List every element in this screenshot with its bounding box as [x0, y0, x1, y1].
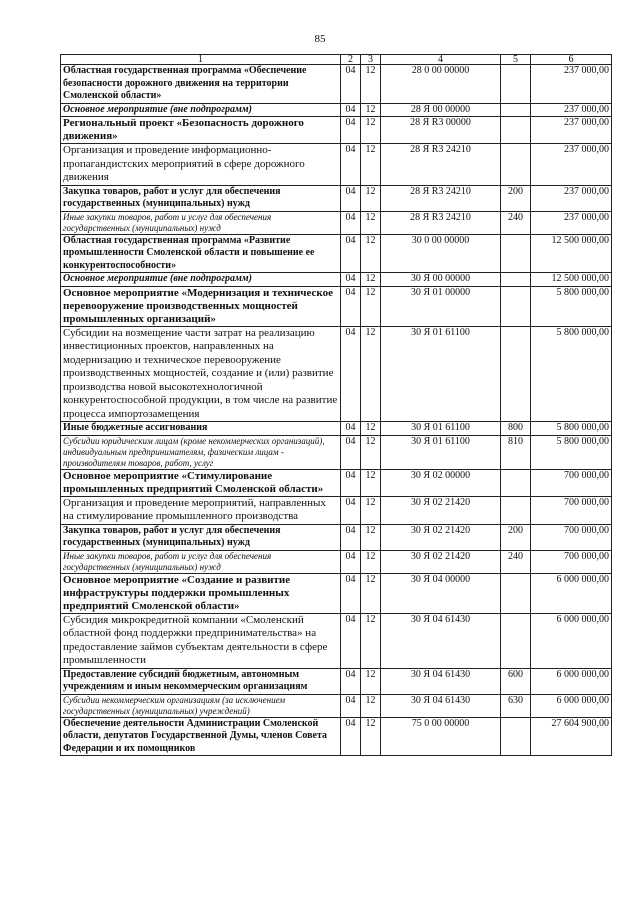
row-subsection: 12 [361, 524, 381, 550]
row-target-code: 30 Я 01 00000 [381, 286, 501, 326]
row-subsection: 12 [361, 103, 381, 117]
table-row [61, 185, 612, 211]
row-section: 04 [341, 65, 361, 104]
row-expense-type [501, 496, 531, 524]
row-expense-type: 240 [501, 550, 531, 573]
row-subsection: 12 [361, 273, 381, 287]
table-row [61, 435, 612, 469]
row-name: Организация и проведение мероприятий, направленных на стимулирование промышленного производства [61, 496, 341, 524]
row-name: Областная государственная программа «Развитие промышленности Смоленской области и повышение ее конкурентоспособности» [61, 234, 341, 273]
budget-table [60, 54, 612, 756]
row-expense-type [501, 717, 531, 756]
row-target-code: 28 Я R3 00000 [381, 117, 501, 144]
row-name: Субсидии юридическим лицам (кроме некоммерческих организаций), индивидуальным предпринимателям, физическим лицам - производителям товаров, работ, услуг [61, 435, 341, 469]
row-amount: 237 000,00 [531, 103, 612, 117]
row-amount: 27 604 900,00 [531, 717, 612, 756]
row-amount: 6 000 000,00 [531, 694, 612, 717]
row-name: Иные закупки товаров, работ и услуг для обеспечения государственных (муниципальных) нужд [61, 211, 341, 234]
row-section: 04 [341, 422, 361, 436]
header-col-2: 2 [341, 55, 361, 65]
row-name: Субсидии некоммерческим организациям (за исключением государственных (муниципальных) учреждений) [61, 694, 341, 717]
row-subsection: 12 [361, 234, 381, 273]
row-subsection: 12 [361, 469, 381, 496]
row-expense-type: 630 [501, 694, 531, 717]
row-expense-type [501, 103, 531, 117]
row-amount: 237 000,00 [531, 144, 612, 186]
row-name: Закупка товаров, работ и услуг для обеспечения государственных (муниципальных) нужд [61, 185, 341, 211]
row-subsection: 12 [361, 717, 381, 756]
row-section: 04 [341, 550, 361, 573]
row-expense-type [501, 573, 531, 613]
row-name: Основное мероприятие «Создание и развитие инфраструктуры поддержки промышленных предприятий Смоленской области» [61, 573, 341, 613]
row-expense-type: 600 [501, 668, 531, 694]
header-col-1: 1 [61, 55, 341, 65]
row-section: 04 [341, 435, 361, 469]
row-target-code: 30 Я 00 00000 [381, 273, 501, 287]
row-name: Региональный проект «Безопасность дорожного движения» [61, 117, 341, 144]
table-row [61, 326, 612, 422]
row-expense-type [501, 286, 531, 326]
row-name: Основное мероприятие (вне подпрограмм) [61, 103, 341, 117]
row-subsection: 12 [361, 144, 381, 186]
row-target-code: 30 Я 01 61100 [381, 435, 501, 469]
row-section: 04 [341, 668, 361, 694]
row-section: 04 [341, 524, 361, 550]
row-subsection: 12 [361, 573, 381, 613]
row-amount: 12 500 000,00 [531, 234, 612, 273]
row-name: Областная государственная программа «Обеспечение безопасности дорожного движения на территории Смоленской области» [61, 65, 341, 104]
row-subsection: 12 [361, 422, 381, 436]
row-expense-type [501, 326, 531, 422]
row-target-code: 30 Я 04 00000 [381, 573, 501, 613]
row-expense-type: 810 [501, 435, 531, 469]
row-name: Субсидии на возмещение части затрат на реализацию инвестиционных проектов, направленных на модернизацию и техническое перевооружение производственных мощностей, создание и (или) развитие производства новой высокотехнологичной конкурентоспособной продукции, в том числе на развитие процесса импортозамещения [61, 326, 341, 422]
row-target-code: 30 Я 02 21420 [381, 524, 501, 550]
row-name: Субсидия микрокредитной компании «Смоленский областной фонд поддержки предпринимательства» на предоставление займов субъектам деятельности в сфере промышленности [61, 613, 341, 668]
table-row [61, 496, 612, 524]
row-section: 04 [341, 326, 361, 422]
row-amount: 6 000 000,00 [531, 613, 612, 668]
row-amount: 237 000,00 [531, 117, 612, 144]
row-amount: 700 000,00 [531, 496, 612, 524]
table-row [61, 694, 612, 717]
row-target-code: 28 Я R3 24210 [381, 185, 501, 211]
table-row [61, 65, 612, 104]
row-target-code: 28 Я R3 24210 [381, 144, 501, 186]
row-expense-type: 240 [501, 211, 531, 234]
table-row [61, 550, 612, 573]
table-row [61, 469, 612, 496]
row-expense-type: 800 [501, 422, 531, 436]
row-name: Обеспечение деятельности Администрации Смоленской области, депутатов Государственной Думы, членов Совета Федерации и их помощников [61, 717, 341, 756]
row-section: 04 [341, 144, 361, 186]
row-target-code: 30 Я 01 61100 [381, 422, 501, 436]
row-target-code: 28 Я 00 00000 [381, 103, 501, 117]
row-section: 04 [341, 694, 361, 717]
table-header-row [61, 55, 612, 65]
table-row [61, 573, 612, 613]
row-amount: 12 500 000,00 [531, 273, 612, 287]
row-expense-type [501, 117, 531, 144]
row-subsection: 12 [361, 185, 381, 211]
row-target-code: 28 0 00 00000 [381, 65, 501, 104]
row-amount: 700 000,00 [531, 550, 612, 573]
row-target-code: 30 Я 02 21420 [381, 496, 501, 524]
row-expense-type: 200 [501, 524, 531, 550]
row-amount: 700 000,00 [531, 469, 612, 496]
row-target-code: 30 Я 04 61430 [381, 668, 501, 694]
table-row [61, 273, 612, 287]
row-target-code: 30 Я 02 00000 [381, 469, 501, 496]
row-section: 04 [341, 273, 361, 287]
row-amount: 5 800 000,00 [531, 435, 612, 469]
table-row [61, 117, 612, 144]
row-name: Организация и проведение информационно-пропагандистских мероприятий в сфере дорожного движения [61, 144, 341, 186]
header-col-6: 6 [531, 55, 612, 65]
row-section: 04 [341, 211, 361, 234]
row-name: Закупка товаров, работ и услуг для обеспечения государственных (муниципальных) нужд [61, 524, 341, 550]
row-amount: 5 800 000,00 [531, 326, 612, 422]
row-target-code: 28 Я R3 24210 [381, 211, 501, 234]
row-subsection: 12 [361, 286, 381, 326]
row-target-code: 30 Я 02 21420 [381, 550, 501, 573]
table-row [61, 211, 612, 234]
page-number: 85 [314, 33, 326, 45]
table-row [61, 234, 612, 273]
header-col-5: 5 [501, 55, 531, 65]
table-row [61, 422, 612, 436]
row-subsection: 12 [361, 668, 381, 694]
row-section: 04 [341, 286, 361, 326]
row-amount: 6 000 000,00 [531, 668, 612, 694]
row-section: 04 [341, 573, 361, 613]
row-subsection: 12 [361, 435, 381, 469]
row-expense-type [501, 234, 531, 273]
row-subsection: 12 [361, 326, 381, 422]
row-section: 04 [341, 117, 361, 144]
row-subsection: 12 [361, 117, 381, 144]
row-expense-type [501, 144, 531, 186]
row-amount: 700 000,00 [531, 524, 612, 550]
table-row [61, 286, 612, 326]
row-expense-type [501, 613, 531, 668]
row-expense-type [501, 469, 531, 496]
row-name: Основное мероприятие (вне подпрограмм) [61, 273, 341, 287]
table-row [61, 144, 612, 186]
table-row [61, 613, 612, 668]
row-expense-type [501, 273, 531, 287]
table-row [61, 524, 612, 550]
row-subsection: 12 [361, 550, 381, 573]
row-section: 04 [341, 234, 361, 273]
table-row [61, 668, 612, 694]
row-section: 04 [341, 103, 361, 117]
row-target-code: 30 Я 01 61100 [381, 326, 501, 422]
header-col-3: 3 [361, 55, 381, 65]
row-amount: 237 000,00 [531, 65, 612, 104]
row-section: 04 [341, 496, 361, 524]
row-section: 04 [341, 185, 361, 211]
row-expense-type: 200 [501, 185, 531, 211]
row-amount: 5 800 000,00 [531, 422, 612, 436]
row-expense-type [501, 65, 531, 104]
row-amount: 237 000,00 [531, 185, 612, 211]
row-section: 04 [341, 469, 361, 496]
row-name: Иные бюджетные ассигнования [61, 422, 341, 436]
row-amount: 5 800 000,00 [531, 286, 612, 326]
row-subsection: 12 [361, 65, 381, 104]
row-name: Основное мероприятие «Модернизация и техническое перевооружение производственных мощностей промышленных организаций» [61, 286, 341, 326]
row-target-code: 30 Я 04 61430 [381, 694, 501, 717]
row-target-code: 75 0 00 00000 [381, 717, 501, 756]
table-body [61, 65, 612, 756]
row-subsection: 12 [361, 496, 381, 524]
row-subsection: 12 [361, 694, 381, 717]
header-col-4: 4 [381, 55, 501, 65]
row-section: 04 [341, 613, 361, 668]
row-subsection: 12 [361, 613, 381, 668]
row-amount: 6 000 000,00 [531, 573, 612, 613]
row-subsection: 12 [361, 211, 381, 234]
table-row [61, 103, 612, 117]
row-name: Основное мероприятие «Стимулирование промышленных предприятий Смоленской области» [61, 469, 341, 496]
row-name: Иные закупки товаров, работ и услуг для обеспечения государственных (муниципальных) нужд [61, 550, 341, 573]
row-name: Предоставление субсидий бюджетным, автономным учреждениям и иным некоммерческим организациям [61, 668, 341, 694]
row-target-code: 30 Я 04 61430 [381, 613, 501, 668]
row-target-code: 30 0 00 00000 [381, 234, 501, 273]
table-row [61, 717, 612, 756]
row-amount: 237 000,00 [531, 211, 612, 234]
row-section: 04 [341, 717, 361, 756]
